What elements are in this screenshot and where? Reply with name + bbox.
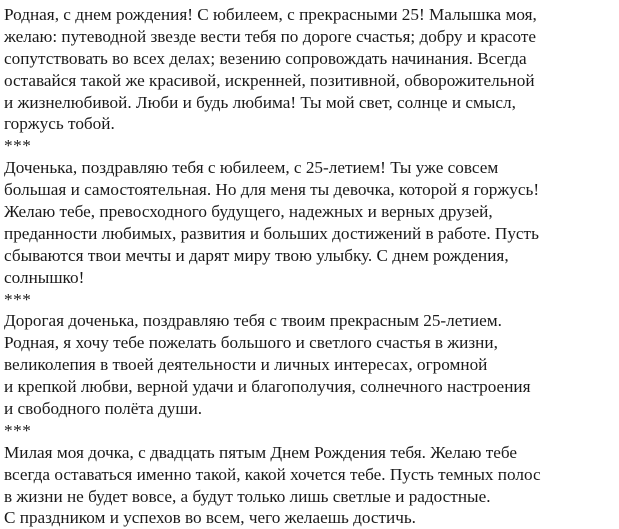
text-line: Доченька, поздравляю тебя с юбилеем, с 25-летием! Ты уже совсем bbox=[4, 158, 499, 178]
section-separator: *** bbox=[4, 136, 32, 156]
text-line: преданности любимых, развития и больших достижений в работе. Пусть bbox=[4, 223, 539, 243]
section-separator: *** bbox=[4, 420, 32, 440]
text-line: желаю: путеводной звезде вести тебя по дороге счастья; добру и красоте bbox=[4, 26, 537, 46]
text-line: Родная, с днем рождения! С юбилеем, с прекрасными 25! Малышка моя, bbox=[4, 5, 537, 24]
greeting-paragraph-4 bbox=[4, 442, 617, 529]
greeting-paragraph-3 bbox=[4, 310, 617, 419]
text-line: и свободного полёта души. bbox=[4, 399, 203, 419]
text-line: и крепкой любви, верной удачи и благополучия, солнечного настроения bbox=[4, 377, 531, 397]
text-line: горжусь тобой. bbox=[4, 114, 115, 134]
text-line: сопутствовать во всех делах; везению сопровождать начинания. Всегда bbox=[4, 48, 527, 68]
text-line: и жизнелюбивой. Люби и будь любима! Ты мой свет, солнце и смысл, bbox=[4, 92, 516, 112]
text-line: великолепия в твоей деятельности и личных интересах, огромной bbox=[4, 355, 488, 375]
text-line: Родная, я хочу тебе пожелать большого и светлого счастья в жизни, bbox=[4, 333, 498, 353]
greetings-document bbox=[4, 4, 617, 529]
text-line: сбываются твои мечты и дарят миру твою улыбку. С днем рождения, bbox=[4, 245, 509, 265]
text-line: Дорогая доченька, поздравляю тебя с твоим прекрасным 25-летием. bbox=[4, 311, 502, 331]
text-line: в жизни не будет вовсе, а будут только лишь светлые и радостные. bbox=[4, 486, 491, 506]
text-line: Желаю тебе, превосходного будущего, надежных и верных друзей, bbox=[4, 202, 493, 222]
section-separator: *** bbox=[4, 289, 32, 309]
text-line: оставайся такой же красивой, искренней, позитивной, обворожительной bbox=[4, 70, 535, 90]
text-line: Милая моя дочка, с двадцать пятым Днем Рождения тебя. Желаю тебе bbox=[4, 442, 517, 462]
text-line: С праздником и успехов во всем, чего желаешь достичь. bbox=[4, 508, 416, 528]
text-line: всегда оставаться именно такой, какой хочется тебе. Пусть темных полос bbox=[4, 464, 541, 484]
text-line: солнышко! bbox=[4, 267, 85, 287]
text-line: большая и самостоятельная. Но для меня ты девочка, которой я горжусь! bbox=[4, 180, 540, 200]
greeting-paragraph-2 bbox=[4, 157, 617, 288]
greeting-paragraph-1 bbox=[4, 4, 617, 135]
